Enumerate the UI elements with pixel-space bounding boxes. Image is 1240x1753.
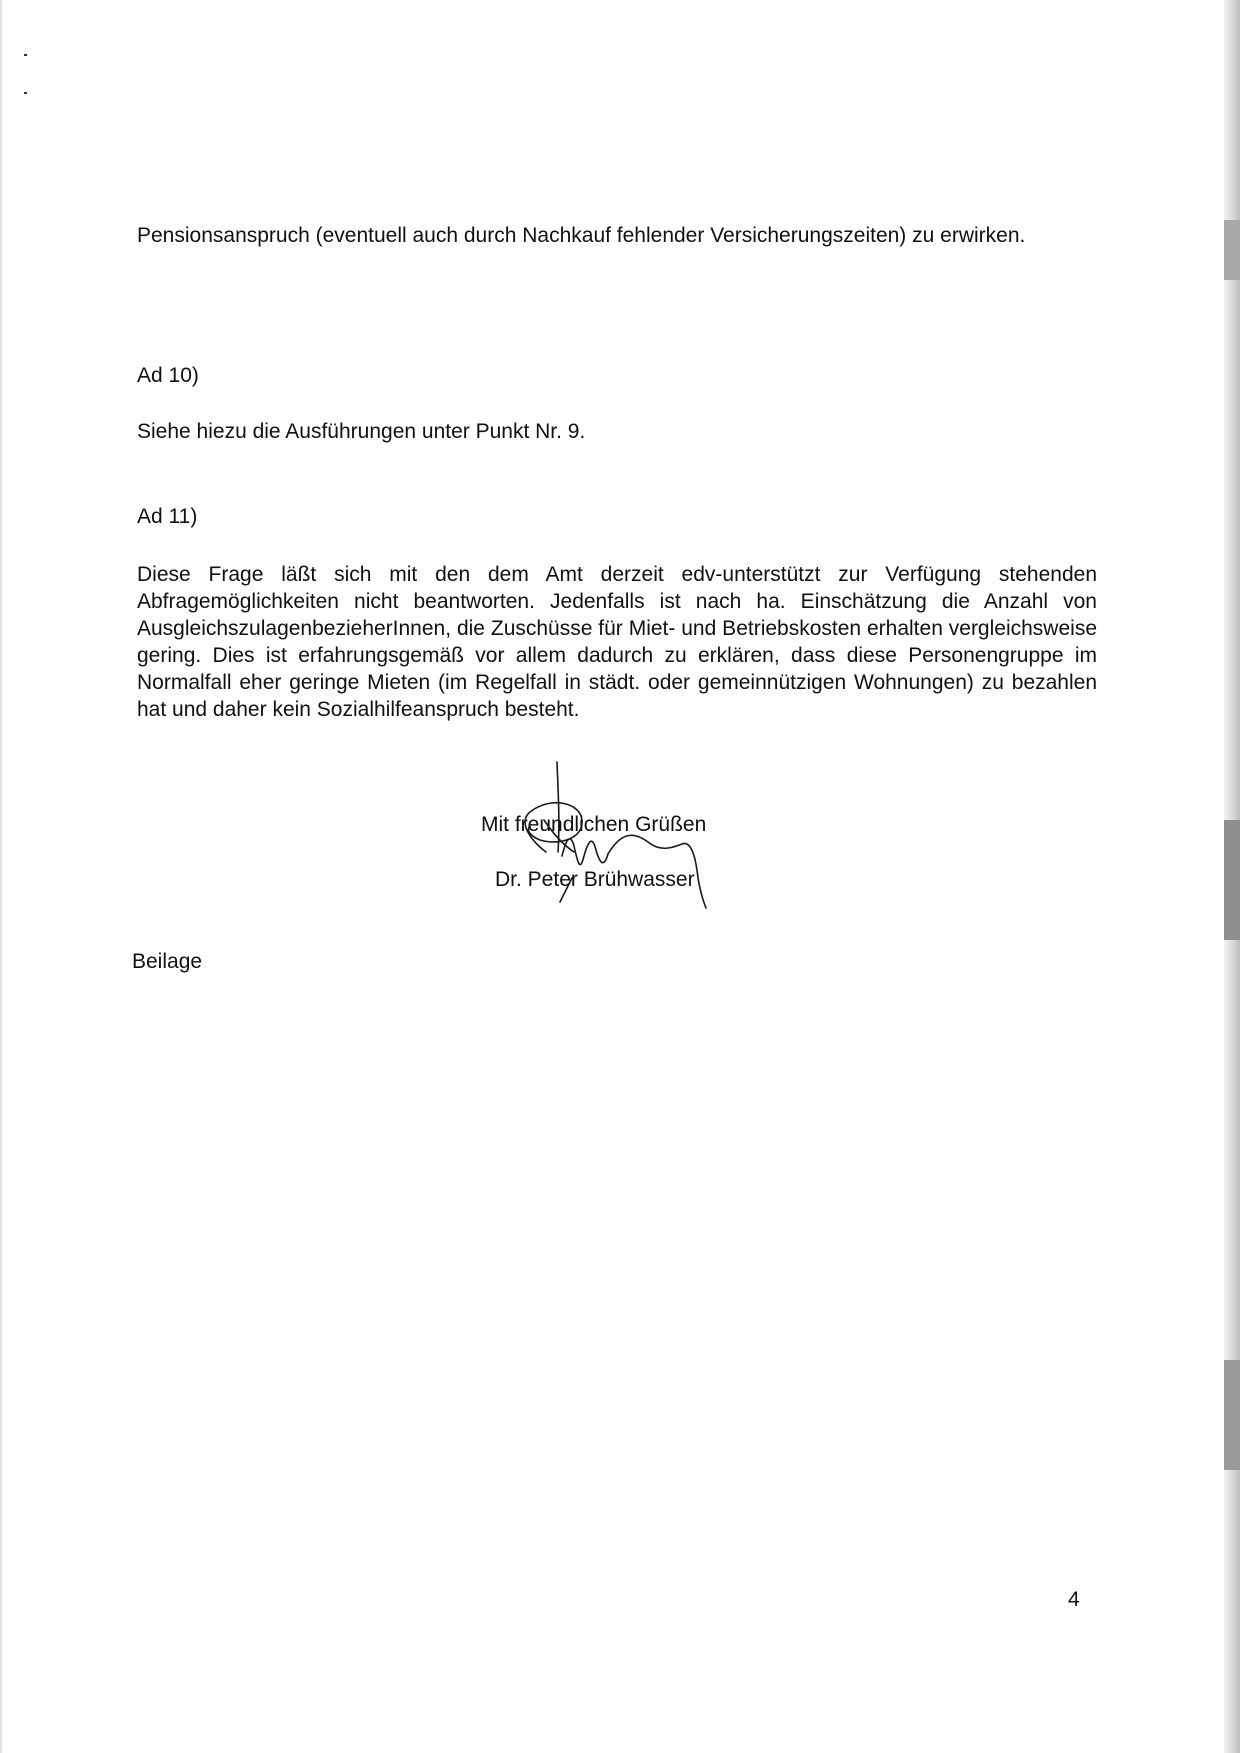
section-11-heading: Ad 11) (137, 505, 198, 528)
scan-edge-left (0, 0, 3, 1753)
page-number: 4 (1068, 1588, 1080, 1611)
section-10-body: Siehe hiezu die Ausführungen unter Punkt Nr. 9. (137, 420, 586, 443)
scan-speck (24, 92, 27, 94)
closing-greeting: Mit freundlichen Grüßen (481, 813, 707, 836)
section-11-body: Diese Frage läßt sich mit den dem Amt derzeit edv-unterstützt zur Verfügung stehenden Abfragemöglichkeiten nicht beantworten. Jedenfalls ist nach ha. Einschätzung die Anzahl von AusgleichszulagenbezieherInnen, die Zuschüsse für Miet- und Betriebskosten erhalten vergleichsweise gering. Dies ist erfahrungsgemäß vor allem dadurch zu erklären, dass diese Personengruppe im Normalfall eher geringe Mieten (im Regelfall in städt. oder gemeinnützigen Wohnungen) zu bezahlen hat und daher kein Sozialhilfeanspruch besteht. (137, 563, 1097, 721)
section-10-heading: Ad 10) (137, 364, 199, 387)
scan-edge-right (1224, 0, 1240, 1753)
attachment-label: Beilage (132, 950, 203, 973)
paragraph-continuation: Pensionsanspruch (eventuell auch durch Nachkauf fehlender Versicherungszeiten) zu erwirken. (137, 224, 1026, 247)
signatory-name: Dr. Peter Brühwasser (495, 868, 695, 891)
handwritten-signature (500, 760, 750, 910)
scan-speck (24, 54, 27, 56)
